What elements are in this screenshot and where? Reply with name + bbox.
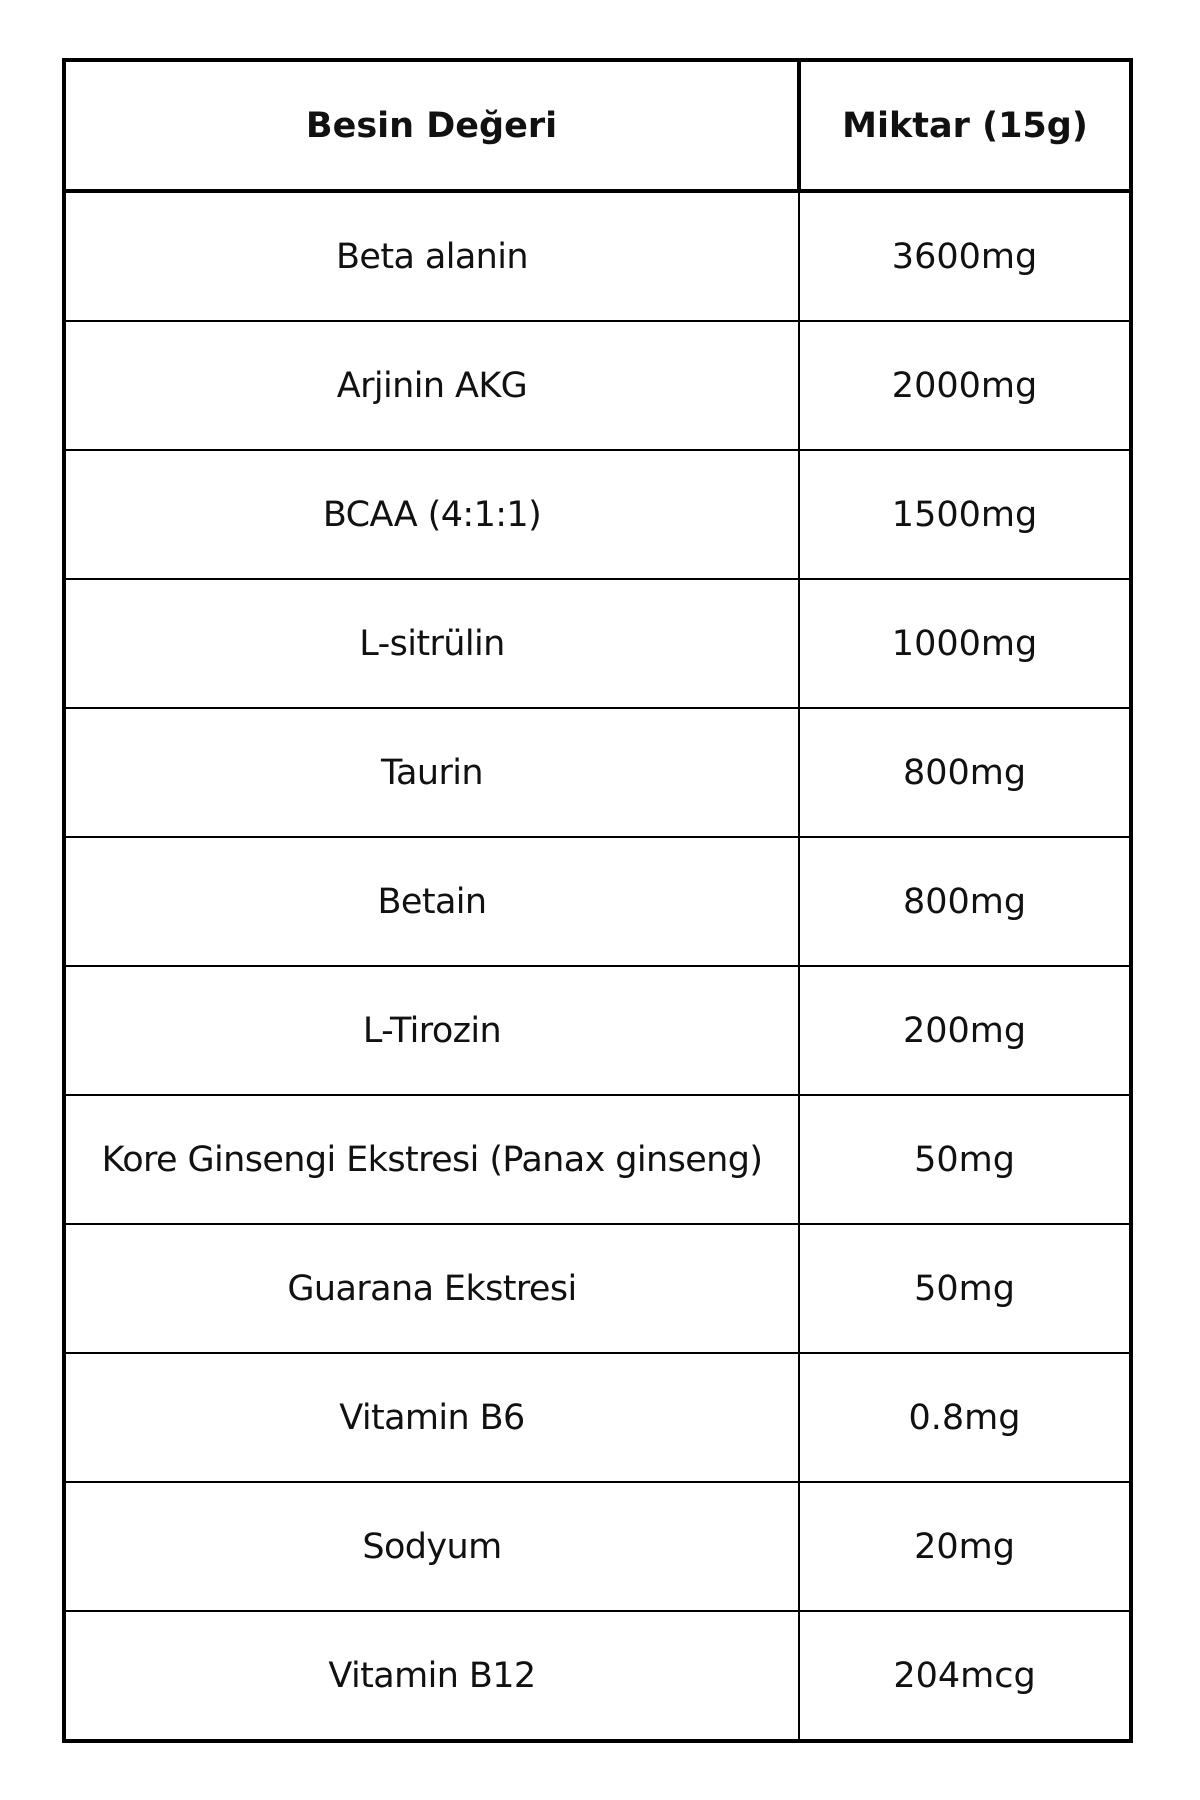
table-row [64,191,1131,321]
table-row [64,708,1131,837]
nutrient-name: Taurin [64,708,799,837]
nutrient-amount: 50mg [799,1224,1131,1353]
nutrient-amount: 204mcg [799,1611,1131,1741]
table-row [64,1224,1131,1353]
nutrition-table-container [62,58,1129,1743]
table-row [64,1353,1131,1482]
nutrient-amount: 200mg [799,966,1131,1095]
nutrient-amount: 50mg [799,1095,1131,1224]
table-row [64,1611,1131,1741]
table-row [64,321,1131,450]
nutrient-amount: 800mg [799,708,1131,837]
header-nutrient: Besin Değeri [64,60,799,191]
nutrient-name: L-Tirozin [64,966,799,1095]
nutrient-name: Guarana Ekstresi [64,1224,799,1353]
table-header-row [64,60,1131,191]
table-row [64,1482,1131,1611]
nutrient-amount: 20mg [799,1482,1131,1611]
table-row [64,966,1131,1095]
nutrient-name: Beta alanin [64,191,799,321]
nutrient-amount: 2000mg [799,321,1131,450]
table-row [64,837,1131,966]
table-row [64,1095,1131,1224]
nutrient-amount: 3600mg [799,191,1131,321]
nutrient-name: Arjinin AKG [64,321,799,450]
nutrient-amount: 1500mg [799,450,1131,579]
nutrient-name: Vitamin B12 [64,1611,799,1741]
header-amount: Miktar (15g) [799,60,1131,191]
nutrient-name: Sodyum [64,1482,799,1611]
nutrient-name: Kore Ginsengi Ekstresi (Panax ginseng) [64,1095,799,1224]
nutrient-name: Vitamin B6 [64,1353,799,1482]
nutrient-amount: 0.8mg [799,1353,1131,1482]
nutrient-name: BCAA (4:1:1) [64,450,799,579]
table-row [64,579,1131,708]
table-row [64,450,1131,579]
nutrient-amount: 1000mg [799,579,1131,708]
nutrient-amount: 800mg [799,837,1131,966]
nutrition-table [62,58,1133,1743]
nutrient-name: L-sitrülin [64,579,799,708]
nutrient-name: Betain [64,837,799,966]
